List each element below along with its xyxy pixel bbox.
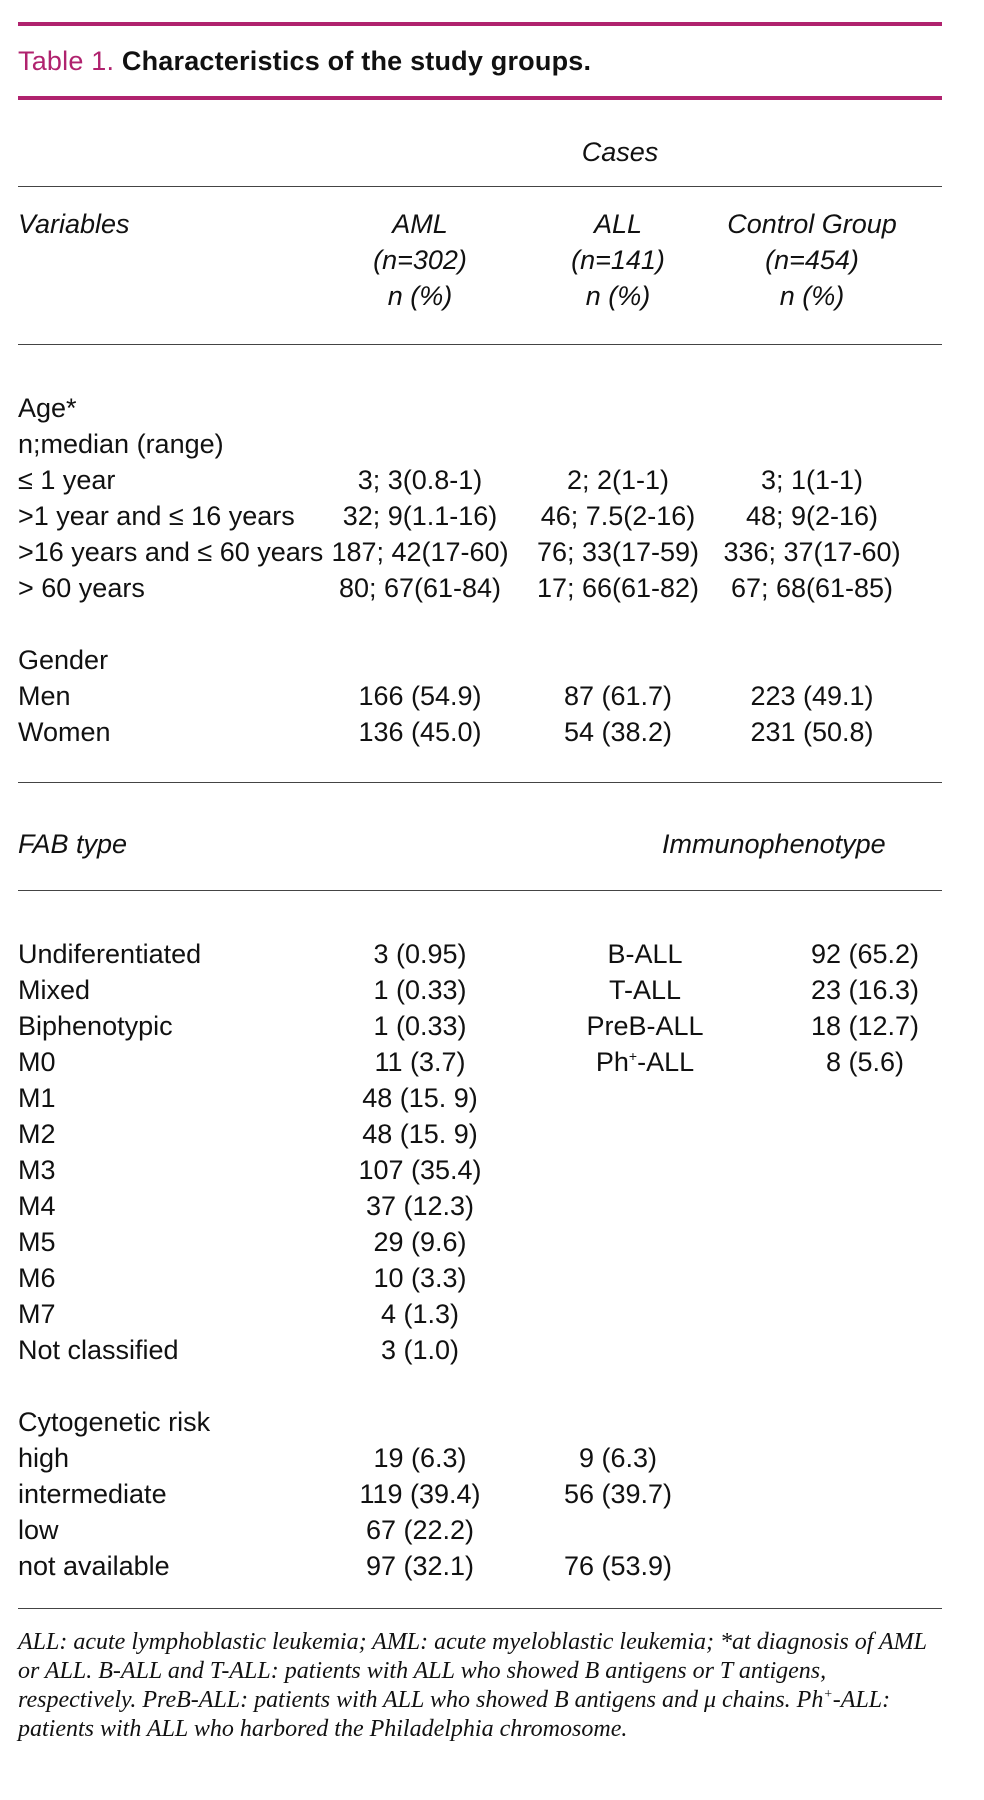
- table-title: [18, 46, 591, 77]
- table-row: Not classified 3 (1.0): [18, 1335, 460, 1365]
- table-row: M5 29 (9.6): [18, 1227, 467, 1257]
- ph-all-label: Ph+-ALL: [595, 1047, 695, 1077]
- table-row: Biphenotypic 1 (0.33) PreB-ALL 18 (12.7): [18, 1011, 920, 1041]
- table-caption: Characteristics of the study groups.: [121, 46, 592, 76]
- control-header: Control Group (n=454) n (%): [727, 209, 897, 311]
- aml-header: AML (n=302) n (%): [373, 209, 467, 311]
- gender-heading: Gender: [18, 645, 109, 675]
- table-row: low 67 (22.2): [18, 1515, 475, 1545]
- table-row: high 19 (6.3) 9 (6.3): [18, 1443, 658, 1473]
- age-heading: Age*: [18, 393, 77, 423]
- table-footnote: ALL: acute lymphoblastic leukemia; AML: acute myeloblastic leukemia; *at diagnosis of AML or ALL. B-ALL and T-ALL: patients with ALL who showed B antigens or T antigens, respectively. PreB-ALL: patients with ALL who showed B antigens and μ chains. Ph+-ALL: patients with ALL who harbored the Philadelphia chromosome.: [18, 1629, 927, 1742]
- table-row: ≤ 1 year 3; 3(0.8-1) 2; 2(1-1) 3; 1(1-1): [18, 465, 864, 495]
- mu-symbol: μ: [703, 1687, 717, 1713]
- table-row: M6 10 (3.3): [18, 1263, 467, 1293]
- header-rule: [18, 344, 942, 345]
- immunophenotype-header: Immunophenotype: [662, 829, 886, 859]
- fab-rule: [18, 890, 942, 891]
- top-rule: [18, 22, 942, 26]
- table-row: not available 97 (32.1) 76 (53.9): [18, 1551, 673, 1581]
- table-label: Table 1.: [18, 46, 115, 76]
- table-row: M3 107 (35.4): [18, 1155, 482, 1185]
- age-subheading: n;median (range): [18, 429, 224, 459]
- table-row: M1 48 (15. 9): [18, 1083, 478, 1113]
- gender-rule: [18, 782, 942, 783]
- title-rule: [18, 96, 942, 100]
- table-row: Women 136 (45.0) 54 (38.2) 231 (50.8): [18, 717, 874, 747]
- table-row: M2 48 (15. 9): [18, 1119, 478, 1149]
- cases-rule: [18, 186, 942, 187]
- cyto-heading: Cytogenetic risk: [18, 1407, 211, 1437]
- table-row: Undiferentiated 3 (0.95) B-ALL 92 (65.2): [18, 939, 920, 969]
- cases-header: Cases: [581, 137, 659, 167]
- variables-header: Variables: [18, 209, 130, 239]
- table-row: Men 166 (54.9) 87 (61.7) 223 (49.1): [18, 681, 874, 711]
- table-row: M0 11 (3.7) Ph+-ALL 8 (5.6): [0, 1044, 984, 1080]
- table-row: M4 37 (12.3): [18, 1191, 475, 1221]
- table-row: intermediate 119 (39.4) 56 (39.7): [18, 1479, 673, 1509]
- table-row: M7 4 (1.3): [18, 1299, 460, 1329]
- table-row: >16 years and ≤ 60 years 187; 42(17-60) 76; 33(17-59) 336; 37(17-60): [18, 537, 901, 567]
- table-row: > 60 years 80; 67(61-84) 17; 66(61-82) 67; 68(61-85): [18, 573, 894, 603]
- all-header: ALL (n=141) n (%): [571, 209, 665, 311]
- table-row: >1 year and ≤ 16 years 32; 9(1.1-16) 46; 7.5(2-16) 48; 9(2-16): [18, 501, 879, 531]
- table-row: Mixed 1 (0.33) T-ALL 23 (16.3): [18, 975, 920, 1005]
- footnote-rule: [18, 1608, 942, 1609]
- fab-header: FAB type: [18, 829, 128, 859]
